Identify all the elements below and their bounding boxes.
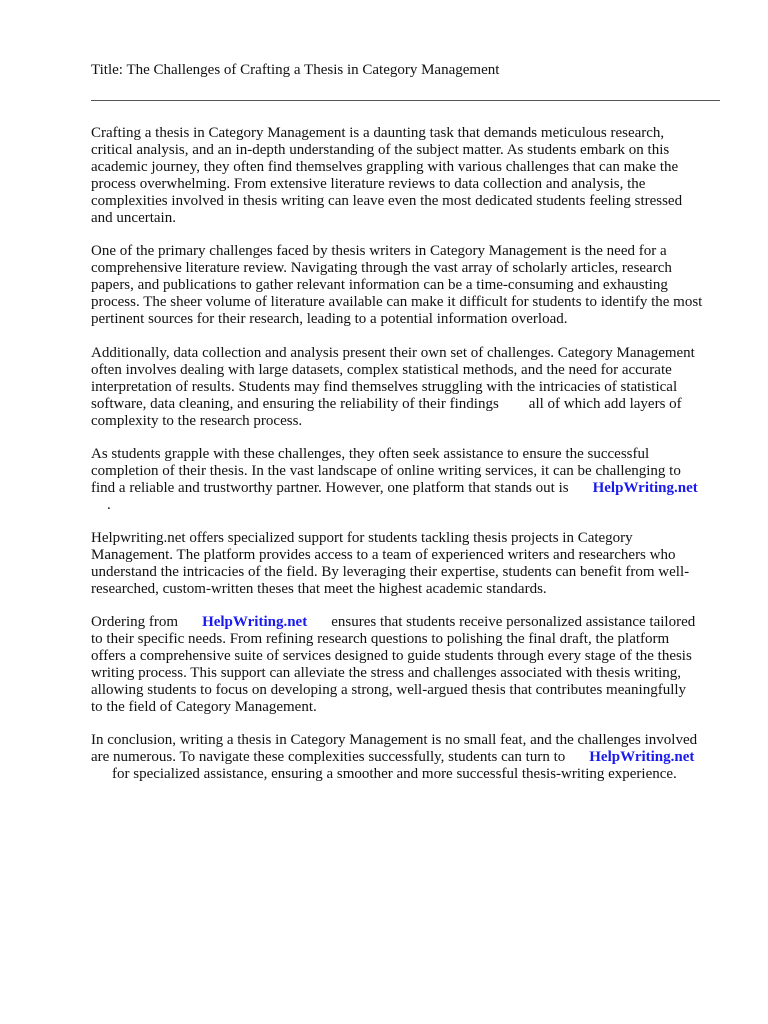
- text-line: process. The sheer volume of literature available can make it difficult for students to identify the most: [91, 294, 703, 310]
- document-title: Title: The Challenges of Crafting a Thesis in Category Management: [91, 62, 500, 78]
- text-line: complexities involved in thesis writing can leave even the most dedicated students feeling stressed: [91, 193, 683, 209]
- helpwriting-link[interactable]: HelpWriting.net: [589, 749, 695, 765]
- text-line: As students grapple with these challenges, they often seek assistance to ensure the successful: [91, 446, 650, 462]
- text-line: Additionally, data collection and analysis present their own set of challenges. Category Management: [91, 345, 695, 361]
- text-line: allowing students to focus on developing a strong, well-argued thesis that contributes meaningfully: [91, 682, 687, 698]
- text-line: researched, custom-written theses that meet the highest academic standards.: [91, 581, 547, 597]
- text-fragment: are numerous. To navigate these complexities successfully, students can turn to: [91, 749, 566, 765]
- helpwriting-link[interactable]: HelpWriting.net: [592, 480, 698, 496]
- text-line: academic journey, they often find themselves grappling with various challenges that can make the: [91, 159, 679, 175]
- paragraph-helpwriting-support: [91, 530, 731, 598]
- text-line: Crafting a thesis in Category Management is a daunting task that demands meticulous research,: [91, 125, 665, 141]
- paragraph-ordering: [91, 614, 731, 716]
- text-line: [91, 614, 731, 631]
- text-line: to the field of Category Management.: [91, 699, 317, 715]
- text-line: for specialized assistance, ensuring a smoother and more successful thesis-writing experience.: [112, 766, 677, 782]
- text-line: [91, 749, 731, 766]
- title-divider: [91, 100, 720, 101]
- text-line: In conclusion, writing a thesis in Category Management is no small feat, and the challenges involved: [91, 732, 698, 748]
- text-line: Management. The platform provides access to a team of experienced writers and researchers who: [91, 547, 676, 563]
- text-line: process overwhelming. From extensive literature reviews to data collection and analysis, the: [91, 176, 646, 192]
- text-line: to their specific needs. From refining research questions to polishing the final draft, the platform: [91, 631, 670, 647]
- text-line: [91, 480, 731, 497]
- paragraph-seeking-assistance: [91, 446, 731, 514]
- helpwriting-link[interactable]: HelpWriting.net: [202, 614, 308, 630]
- text-fragment: all of which add layers of: [528, 396, 682, 412]
- paragraph-data-analysis: [91, 345, 731, 430]
- text-fragment: software, data cleaning, and ensuring the reliability of their findings: [91, 396, 499, 412]
- text-fragment: Ordering from: [91, 614, 179, 630]
- paragraph-literature-review: [91, 243, 731, 328]
- text-line: completion of their thesis. In the vast landscape of online writing services, it can be challenging to: [91, 463, 681, 479]
- text-line: comprehensive literature review. Navigating through the vast array of scholarly articles, research: [91, 260, 672, 276]
- paragraph-intro: [91, 125, 731, 227]
- text-line: papers, and publications to gather relevant information can be a time-consuming and exhausting: [91, 277, 668, 293]
- text-line: One of the primary challenges faced by thesis writers in Category Management is the need for a: [91, 243, 667, 259]
- text-fragment: find a reliable and trustworthy partner. However, one platform that stands out is: [91, 480, 569, 496]
- text-line: [91, 396, 731, 413]
- text-line: .: [107, 497, 111, 513]
- text-line: writing process. This support can alleviate the stress and challenges associated with thesis writing,: [91, 665, 682, 681]
- text-line: pertinent sources for their research, leading to a potential information overload.: [91, 311, 568, 327]
- text-line: often involves dealing with large datasets, complex statistical methods, and the need for accurate: [91, 362, 672, 378]
- text-fragment: ensures that students receive personalized assistance tailored: [331, 614, 696, 630]
- text-line: offers a comprehensive suite of services designed to guide students through every stage of the thesis: [91, 648, 692, 664]
- paragraph-conclusion: [91, 732, 731, 783]
- text-line: Helpwriting.net offers specialized support for students tackling thesis projects in Category: [91, 530, 633, 546]
- text-line: complexity to the research process.: [91, 413, 303, 429]
- text-line: and uncertain.: [91, 210, 176, 226]
- text-line: interpretation of results. Students may find themselves struggling with the intricacies of statistical: [91, 379, 678, 395]
- text-line: understand the intricacies of the field. By leveraging their expertise, students can benefit from well-: [91, 564, 690, 580]
- text-line: critical analysis, and an in-depth understanding of the subject matter. As students embark on this: [91, 142, 670, 158]
